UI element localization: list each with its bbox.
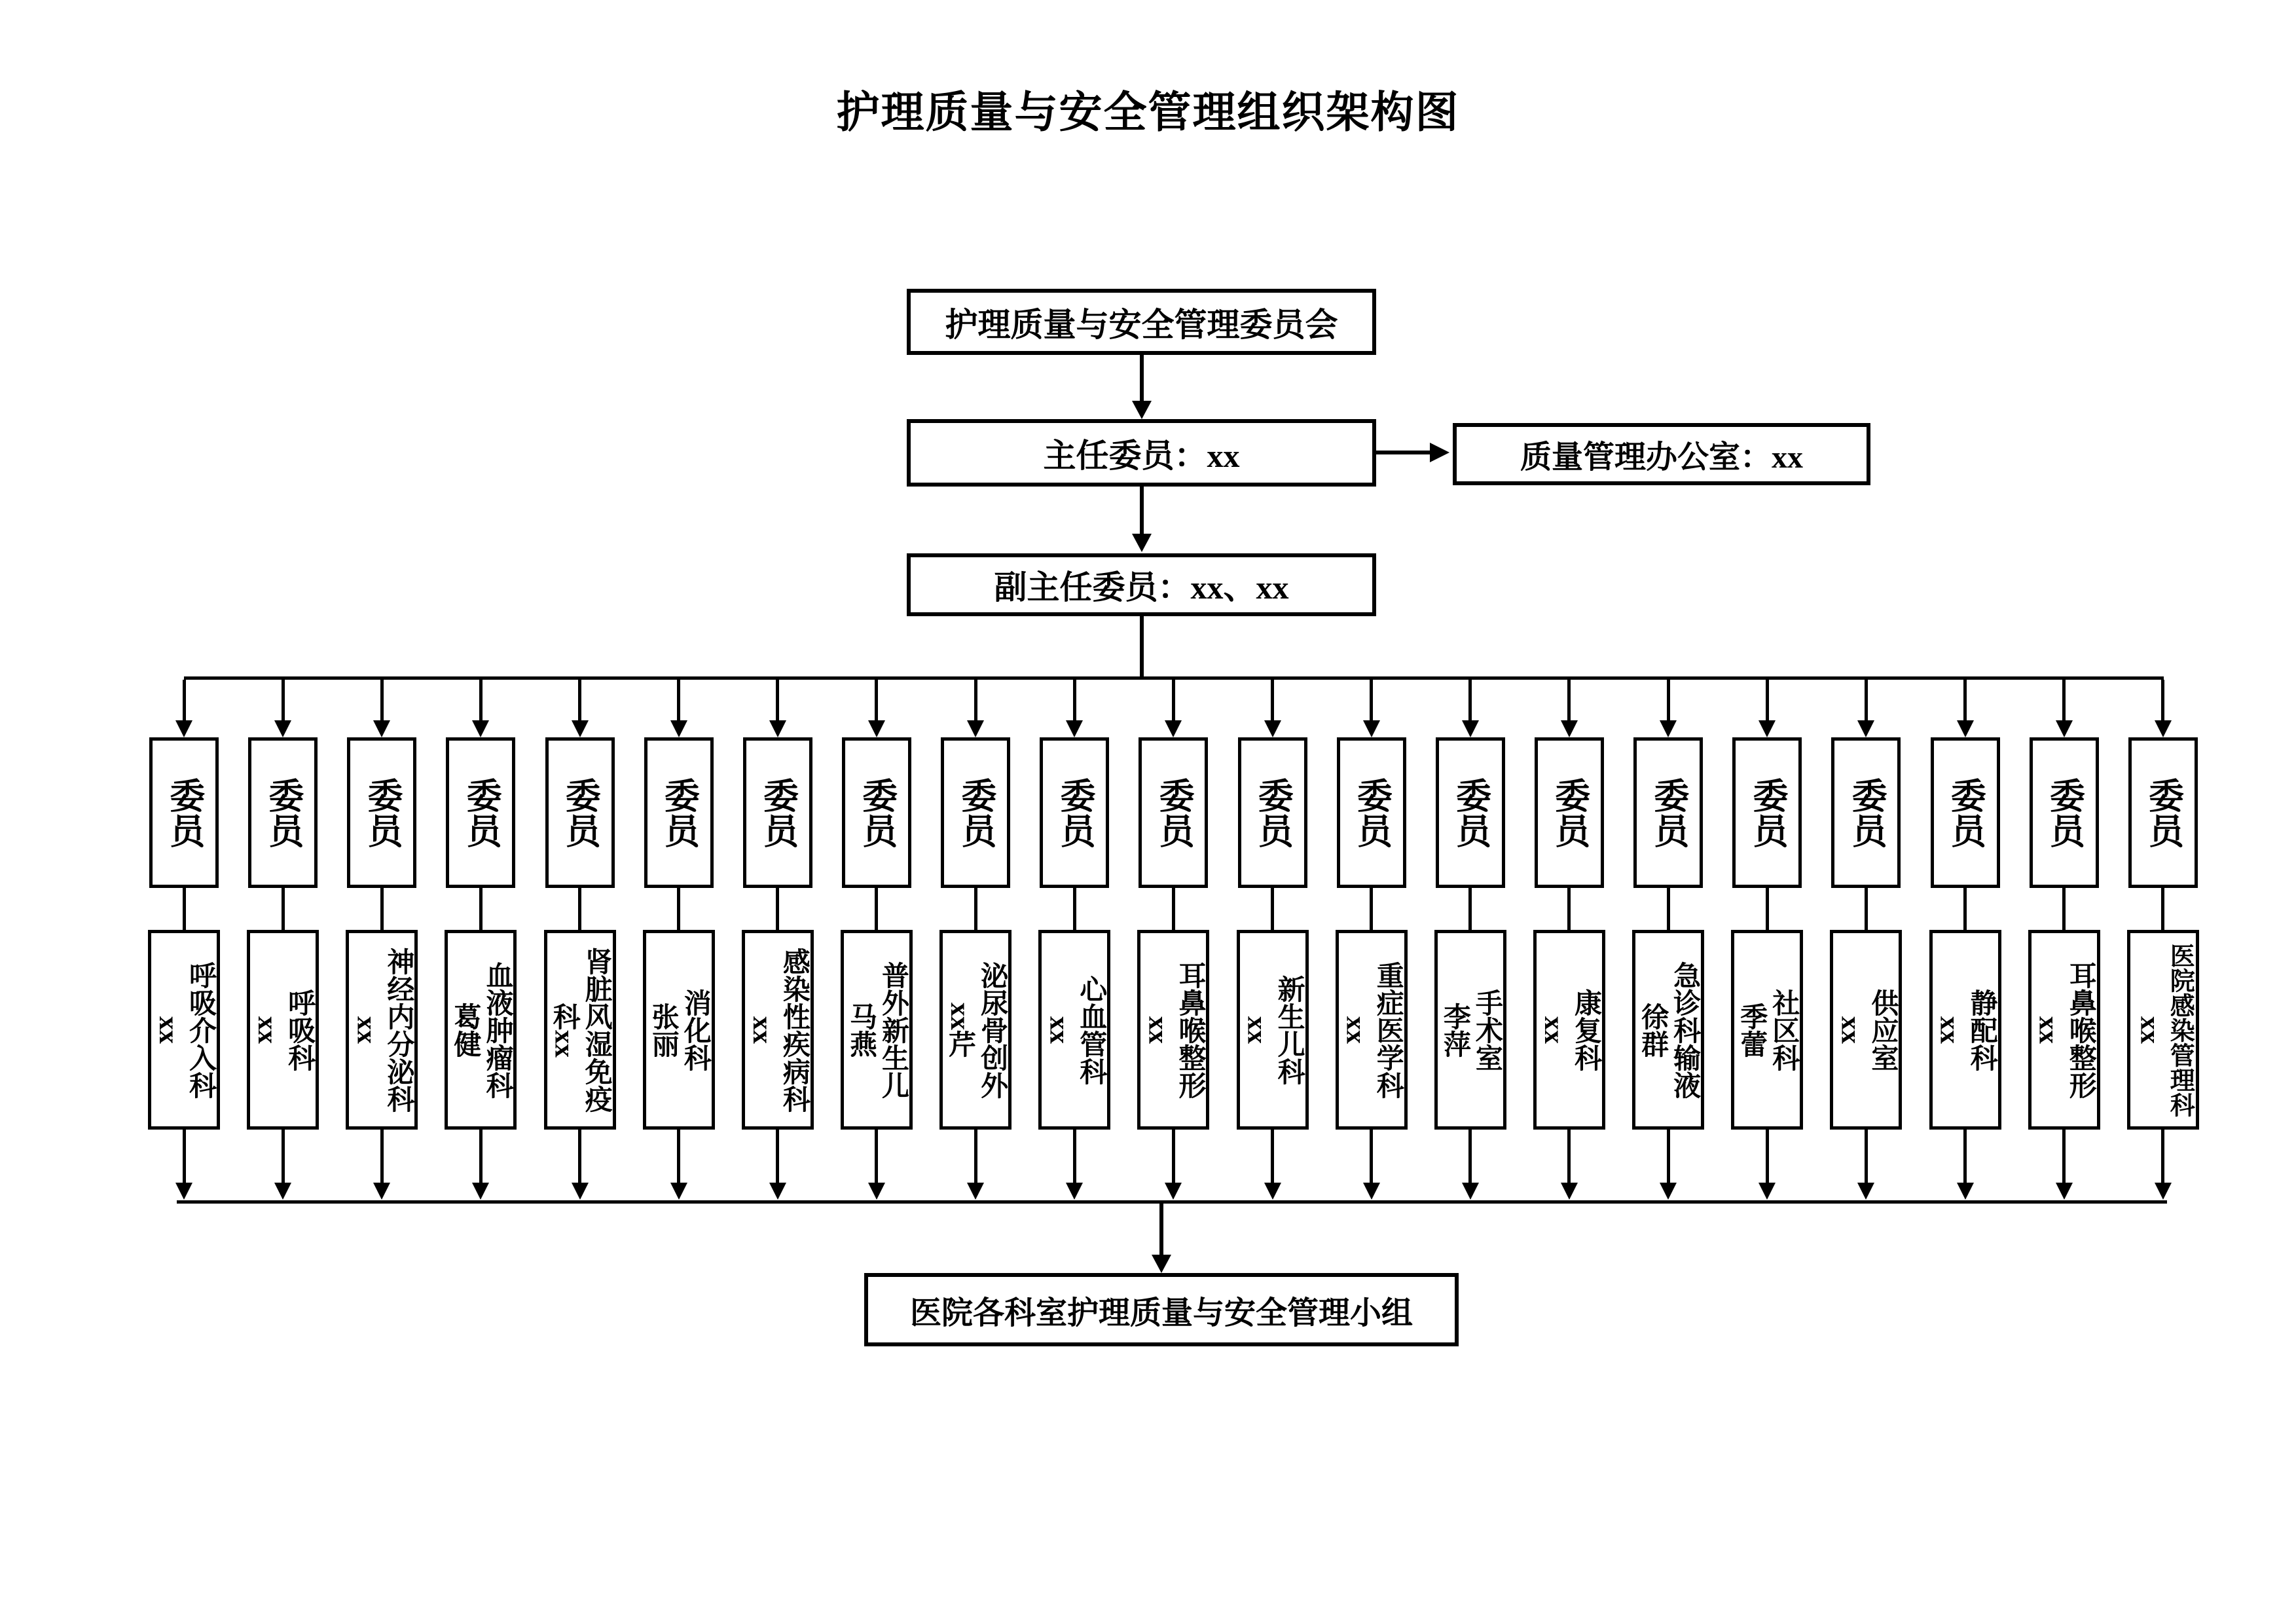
subgroup-box: [864, 1273, 1459, 1346]
connector-line: [875, 1130, 878, 1183]
department-box: [2127, 930, 2199, 1130]
person-name: xx芹: [945, 1002, 975, 1058]
arrow-down-icon: [967, 720, 984, 737]
arrow-down-icon: [472, 720, 489, 737]
department-name: 重症医学科: [1372, 961, 1403, 1099]
member-label: 委员: [462, 777, 501, 848]
connector-line: [2062, 1130, 2066, 1183]
connector-line: [1271, 1130, 1274, 1183]
connector-line: [677, 1130, 680, 1183]
member-label: 委员: [758, 777, 798, 848]
department-name: 普外新生儿: [878, 961, 909, 1099]
person-name: xx: [1934, 1016, 1965, 1044]
arrow-down-icon: [1758, 720, 1776, 737]
connector-line: [2062, 888, 2066, 930]
connector-line: [2161, 1130, 2164, 1183]
connector-line: [183, 888, 186, 930]
connector-line: [1963, 680, 1967, 720]
page-title: 护理质量与安全管理组织架构图: [836, 89, 1460, 137]
department-box: [1434, 930, 1506, 1130]
department-name: 手术室: [1471, 988, 1502, 1071]
arrow-down-icon: [274, 720, 291, 737]
committee-member-column: [147, 680, 221, 1200]
member-box: [545, 737, 615, 888]
arrow-down-icon: [2155, 1183, 2172, 1200]
connector-line: [1567, 1130, 1571, 1183]
committee-member-column: [2028, 680, 2101, 1200]
department-box: [939, 930, 1011, 1130]
member-label: 委员: [1847, 777, 1887, 848]
department-name: 新生儿科: [1273, 974, 1304, 1085]
department-box: [544, 930, 616, 1130]
connector-line: [1963, 888, 1967, 930]
arrow-down-icon: [373, 1183, 390, 1200]
department-box: [742, 930, 814, 1130]
connector-line: [1159, 1204, 1163, 1255]
member-label: 委员: [857, 777, 897, 848]
department-name: 神经内分泌科: [383, 947, 414, 1113]
connector-line: [776, 680, 779, 720]
arrow-down-icon: [1462, 1183, 1479, 1200]
arrow-down-icon: [1363, 1183, 1380, 1200]
person-name: xx: [746, 1016, 777, 1044]
arrow-right-icon: [1430, 443, 1449, 462]
member-label: 委员: [1550, 777, 1590, 848]
arrow-down-icon: [175, 1183, 192, 1200]
connector-line: [183, 1130, 186, 1183]
committee-member-column: [939, 680, 1012, 1200]
arrow-down-icon: [1561, 1183, 1578, 1200]
quality-office-box: [1453, 423, 1870, 485]
department-box: [346, 930, 418, 1130]
connector-line: [1667, 888, 1670, 930]
department-box: [1038, 930, 1110, 1130]
deputy-director-box-label: 副主任委员：xx、xx: [994, 569, 1289, 606]
member-label: 委员: [560, 777, 600, 848]
member-box: [248, 737, 318, 888]
member-label: 委员: [1747, 777, 1787, 848]
arrow-down-icon: [1165, 1183, 1182, 1200]
member-label: 委员: [1055, 777, 1095, 848]
connector-line: [2161, 888, 2164, 930]
committee-member-column: [246, 680, 319, 1200]
connector-line: [1468, 888, 1472, 930]
connector-line: [1140, 355, 1144, 401]
arrow-down-icon: [274, 1183, 291, 1200]
arrow-down-icon: [1957, 720, 1974, 737]
connector-line: [1865, 680, 1868, 720]
arrow-down-icon: [1957, 1183, 1974, 1200]
member-box: [743, 737, 812, 888]
arrow-down-icon: [1660, 1183, 1677, 1200]
committee-member-column: [1533, 680, 1606, 1200]
connector-line: [875, 680, 878, 720]
person-name: 科xx: [549, 1002, 579, 1058]
arrow-down-icon: [868, 1183, 885, 1200]
department-box: [1137, 930, 1209, 1130]
person-name: xx: [2134, 1016, 2165, 1044]
director-box: [907, 419, 1376, 487]
member-label: 委员: [1946, 777, 1986, 848]
person-name: 季蕾: [1736, 1002, 1767, 1058]
connector-line: [1073, 680, 1076, 720]
arrow-down-icon: [769, 1183, 786, 1200]
member-box: [1139, 737, 1208, 888]
connector-line: [479, 888, 483, 930]
department-name: 感染性疾病科: [778, 947, 809, 1113]
arrow-down-icon: [1152, 1255, 1171, 1273]
person-name: 马燕: [845, 1002, 876, 1058]
person-name: xx: [2033, 1016, 2064, 1044]
department-name: 耳鼻喉整形: [1175, 961, 1205, 1099]
director-box-label: 主任委员：xx: [1043, 437, 1240, 474]
connector-line: [1468, 1130, 1472, 1183]
committee-member-column: [1335, 680, 1408, 1200]
member-label: 委员: [362, 777, 402, 848]
member-label: 委员: [1451, 777, 1491, 848]
member-box: [1732, 737, 1802, 888]
member-box: [644, 737, 714, 888]
connector-line: [1172, 680, 1175, 720]
arrow-down-icon: [572, 1183, 589, 1200]
department-name: 社区科: [1768, 988, 1799, 1071]
department-box: [643, 930, 715, 1130]
person-name: xx: [252, 1016, 283, 1044]
committee-box-label: 护理质量与安全管理委员会: [945, 306, 1338, 343]
committee-member-column: [741, 680, 814, 1200]
arrow-down-icon: [1066, 720, 1083, 737]
committee-member-column: [1137, 680, 1210, 1200]
department-box: [841, 930, 913, 1130]
arrow-down-icon: [1561, 720, 1578, 737]
arrow-down-icon: [2155, 720, 2172, 737]
arrow-down-icon: [1165, 720, 1182, 737]
connector-line: [183, 680, 186, 720]
committee-member-column: [543, 680, 617, 1200]
connector-line: [380, 888, 384, 930]
arrow-down-icon: [1857, 1183, 1874, 1200]
member-box: [347, 737, 416, 888]
connector-line: [875, 888, 878, 930]
department-box: [247, 930, 319, 1130]
connector-line: [1140, 487, 1144, 534]
connector-line: [1567, 888, 1571, 930]
arrow-down-icon: [2056, 1183, 2073, 1200]
person-name: xx: [153, 1016, 183, 1044]
connector-line: [1370, 680, 1373, 720]
arrow-down-icon: [1758, 1183, 1776, 1200]
committee-member-column: [642, 680, 716, 1200]
committee-member-column: [1236, 680, 1309, 1200]
member-box: [1337, 737, 1406, 888]
connector-line: [1140, 616, 1144, 680]
committee-member-column: [345, 680, 418, 1200]
arrow-down-icon: [175, 720, 192, 737]
member-box: [1238, 737, 1307, 888]
arrow-down-icon: [2056, 720, 2073, 737]
connector-line: [1468, 680, 1472, 720]
department-box: [1830, 930, 1902, 1130]
arrow-down-icon: [1857, 720, 1874, 737]
department-name: 肾脏风湿免疫: [581, 947, 611, 1113]
connector-line: [1766, 680, 1769, 720]
member-label: 委员: [1253, 777, 1293, 848]
arrow-down-icon: [1132, 534, 1152, 552]
connector-line: [1667, 1130, 1670, 1183]
quality-office-box-label: 质量管理办公室：xx: [1520, 440, 1803, 475]
committee-member-column: [1631, 680, 1705, 1200]
connector-line: [1667, 680, 1670, 720]
connector-line: [1172, 888, 1175, 930]
department-name: 消化科: [680, 988, 710, 1071]
person-name: xx: [1538, 1016, 1569, 1044]
connector-line: [1271, 888, 1274, 930]
connector-line: [1963, 1130, 1967, 1183]
member-box: [2128, 737, 2198, 888]
member-label: 委员: [1352, 777, 1392, 848]
member-label: 委员: [956, 777, 996, 848]
department-box: [1336, 930, 1408, 1130]
connector-line: [1172, 1130, 1175, 1183]
committee-box: [907, 289, 1376, 355]
connector-line: [282, 1130, 285, 1183]
arrow-down-icon: [670, 1183, 687, 1200]
member-label: 委员: [164, 777, 204, 848]
member-label: 委员: [263, 777, 303, 848]
arrow-down-icon: [572, 720, 589, 737]
person-name: 徐群: [1637, 1002, 1668, 1058]
department-box: [1237, 930, 1309, 1130]
connector-line: [1370, 888, 1373, 930]
member-box: [1535, 737, 1604, 888]
member-box: [446, 737, 515, 888]
department-box: [1632, 930, 1704, 1130]
arrow-down-icon: [1264, 720, 1281, 737]
connector-line: [380, 1130, 384, 1183]
connector-line: [974, 1130, 977, 1183]
connector-line: [776, 888, 779, 930]
arrow-down-icon: [472, 1183, 489, 1200]
member-box: [842, 737, 911, 888]
connector-line: [677, 680, 680, 720]
person-name: xx: [1142, 1016, 1173, 1044]
department-box: [1533, 930, 1605, 1130]
connector-line: [2062, 680, 2066, 720]
committee-member-column: [2126, 680, 2200, 1200]
committee-member-column: [1730, 680, 1804, 1200]
arrow-down-icon: [373, 720, 390, 737]
members-row: [147, 680, 2200, 1200]
member-label: 委员: [659, 777, 699, 848]
department-name: 呼吸科: [284, 988, 315, 1071]
connector-line: [578, 1130, 581, 1183]
member-box: [1040, 737, 1109, 888]
arrow-down-icon: [1363, 720, 1380, 737]
connector-line: [578, 680, 581, 720]
person-name: xx: [351, 1016, 382, 1044]
arrow-down-icon: [1132, 401, 1152, 419]
connector-line: [677, 888, 680, 930]
department-name: 呼吸介入科: [185, 961, 216, 1099]
department-name: 急诊科输液: [1669, 961, 1700, 1099]
department-box: [148, 930, 220, 1130]
arrow-down-icon: [1066, 1183, 1083, 1200]
connector-line: [1865, 1130, 1868, 1183]
connector-line: [1271, 680, 1274, 720]
department-name: 血液肿瘤科: [482, 961, 513, 1099]
connector-line: [1567, 680, 1571, 720]
committee-member-column: [840, 680, 913, 1200]
person-name: 李萍: [1439, 1002, 1470, 1058]
arrow-down-icon: [769, 720, 786, 737]
committee-member-column: [1929, 680, 2002, 1200]
department-name: 供应室: [1867, 988, 1898, 1071]
member-box: [1633, 737, 1703, 888]
connector-line: [2161, 680, 2164, 720]
connector-line: [1370, 1130, 1373, 1183]
member-box: [149, 737, 219, 888]
department-name: 耳鼻喉整形: [2065, 961, 2096, 1099]
committee-member-column: [1434, 680, 1507, 1200]
connector-line: [1766, 888, 1769, 930]
department-name: 静配科: [1966, 988, 1997, 1071]
member-box: [2030, 737, 2099, 888]
department-box: [1929, 930, 2001, 1130]
department-name: 康复科: [1571, 988, 1601, 1071]
connector-line: [1766, 1130, 1769, 1183]
person-name: xx: [1044, 1016, 1074, 1044]
department-box: [445, 930, 517, 1130]
connector-line: [776, 1130, 779, 1183]
department-name: 心血管科: [1076, 974, 1106, 1085]
connector-line: [479, 680, 483, 720]
connector-line: [974, 680, 977, 720]
member-label: 委员: [2143, 777, 2183, 848]
member-label: 委员: [1154, 777, 1194, 848]
connector-line: [1376, 451, 1430, 454]
member-box: [941, 737, 1010, 888]
connector-line: [578, 888, 581, 930]
committee-member-column: [1038, 680, 1111, 1200]
arrow-down-icon: [1462, 720, 1479, 737]
person-name: 张丽: [647, 1002, 678, 1058]
person-name: xx: [1835, 1016, 1866, 1044]
distribution-line-bottom: [177, 1200, 2167, 1204]
arrow-down-icon: [670, 720, 687, 737]
member-label: 委员: [2045, 777, 2085, 848]
arrow-down-icon: [1264, 1183, 1281, 1200]
arrow-down-icon: [1660, 720, 1677, 737]
connector-line: [282, 888, 285, 930]
committee-member-column: [444, 680, 517, 1200]
connector-line: [1865, 888, 1868, 930]
connector-line: [479, 1130, 483, 1183]
connector-line: [1073, 888, 1076, 930]
connector-line: [380, 680, 384, 720]
person-name: xx: [1241, 1016, 1272, 1044]
member-box: [1436, 737, 1505, 888]
department-name: 泌尿骨创外: [977, 961, 1008, 1099]
connector-line: [1073, 1130, 1076, 1183]
deputy-director-box: [907, 553, 1376, 616]
department-name: 医院感染管理科: [2166, 942, 2194, 1117]
member-label: 委员: [1649, 777, 1688, 848]
committee-member-column: [1829, 680, 1903, 1200]
member-box: [1931, 737, 2000, 888]
department-box: [2028, 930, 2100, 1130]
person-name: 葛健: [450, 1002, 481, 1058]
subgroup-box-label: 医院各科室护理质量与安全管理小组: [909, 1295, 1413, 1331]
arrow-down-icon: [868, 720, 885, 737]
member-box: [1831, 737, 1901, 888]
connector-line: [282, 680, 285, 720]
department-box: [1731, 930, 1803, 1130]
connector-line: [974, 888, 977, 930]
person-name: xx: [1340, 1016, 1371, 1044]
arrow-down-icon: [967, 1183, 984, 1200]
